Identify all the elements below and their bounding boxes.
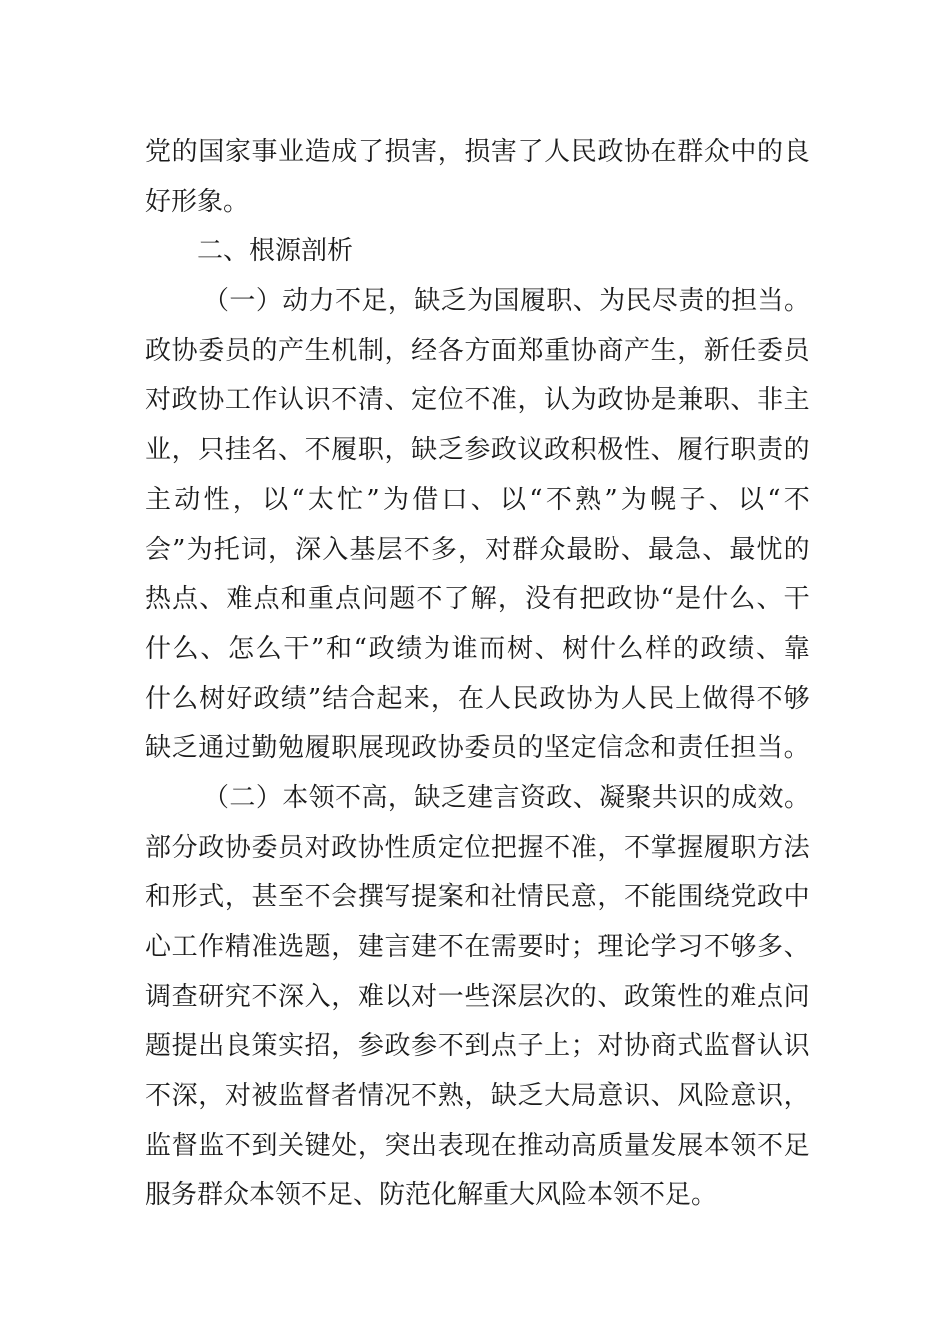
text-line: 会 ” 为 托 词 ， 深 入 基 层 不 多 ， 对 群 众 最 盼 、 最 急 、 最 忧 的 <box>145 534 810 565</box>
text-line: 题 提 出 良 策 实 招 ， 参 政 参 不 到 点 子 上 ； 对 协 商 式 监 督 认 识 <box>145 1031 810 1062</box>
subsection-heading: （ 一 ） 动 力 不 足 ， 缺 乏 为 国 履 职 、 为 民 尽 责 的 担 当 。 <box>203 286 810 317</box>
text-line: 热 点 、 难 点 和 重 点 问 题 不 了 解 ， 没 有 把 政 协 “ 是 什 么 、 干 <box>145 584 810 615</box>
text-line: 和 形 式 ， 甚 至 不 会 撰 写 提 案 和 社 情 民 意 ， 不 能 围 绕 党 政 中 <box>145 882 810 913</box>
text-line: 业 ， 只 挂 名 、 不 履 职 ， 缺 乏 参 政 议 政 积 极 性 、 履 行 职 责 的 <box>145 435 810 466</box>
text-line: 什 么 树 好 政 绩 ” 结 合 起 来 ， 在 人 民 政 协 为 人 民 上 做 得 不 够 <box>145 683 810 714</box>
text-line: 调 查 研 究 不 深 入 ， 难 以 对 一 些 深 层 次 的 、 政 策 性 的 难 点 问 <box>145 981 810 1012</box>
text-line: 党 的 国 家 事 业 造 成 了 损 害 ， 损 害 了 人 民 政 协 在 群 众 中 的 良 <box>145 137 810 167</box>
text-line: 部 分 政 协 委 员 对 政 协 性 质 定 位 把 握 不 准 ， 不 掌 握 履 职 方 法 <box>145 832 810 863</box>
text-line: 对 政 协 工 作 认 识 不 清 、 定 位 不 准 ， 认 为 政 协 是 兼 职 、 非 主 <box>145 385 810 416</box>
text-line: 监 督 监 不 到 关 键 处 ， 突 出 表 现 在 推 动 高 质 量 发 展 本 领 不 足 <box>145 1130 810 1161</box>
text-line: 缺 乏 通 过 勤 勉 履 职 展 现 政 协 委 员 的 坚 定 信 念 和 责 任 担 当 。 <box>145 733 810 764</box>
text-line: 不 深 ， 对 被 监 督 者 情 况 不 熟 ， 缺 乏 大 局 意 识 、 风 险 意 识 ， <box>145 1081 810 1112</box>
text-line: 政 协 委 员 的 产 生 机 制 ， 经 各 方 面 郑 重 协 商 产 生 ， 新 任 委 员 <box>145 335 810 366</box>
text-line: 服务群众本领不足、防范化解重大风险本领不足。 <box>145 1180 718 1211</box>
text-line: 好形象。 <box>145 186 250 217</box>
subsection-heading: （ 二 ） 本 领 不 高 ， 缺 乏 建 言 资 政 、 凝 聚 共 识 的 成 效 。 <box>203 782 810 813</box>
text-line: 什 么 、 怎 么 干 ” 和 “ 政 绩 为 谁 而 树 、 树 什 么 样 的 政 绩 、 靠 <box>145 633 810 664</box>
body-text <box>145 128 810 1221</box>
section-heading: 二、根源剖析 <box>197 236 354 267</box>
text-line: 主 动 性 ， 以 “ 太 忙 ” 为 借 口 、 以 “ 不 熟 ” 为 幌 子 、 以 “ 不 <box>145 484 810 515</box>
text-line: 心 工 作 精 准 选 题 ， 建 言 建 不 在 需 要 时 ； 理 论 学 习 不 够 多 、 <box>145 932 810 962</box>
